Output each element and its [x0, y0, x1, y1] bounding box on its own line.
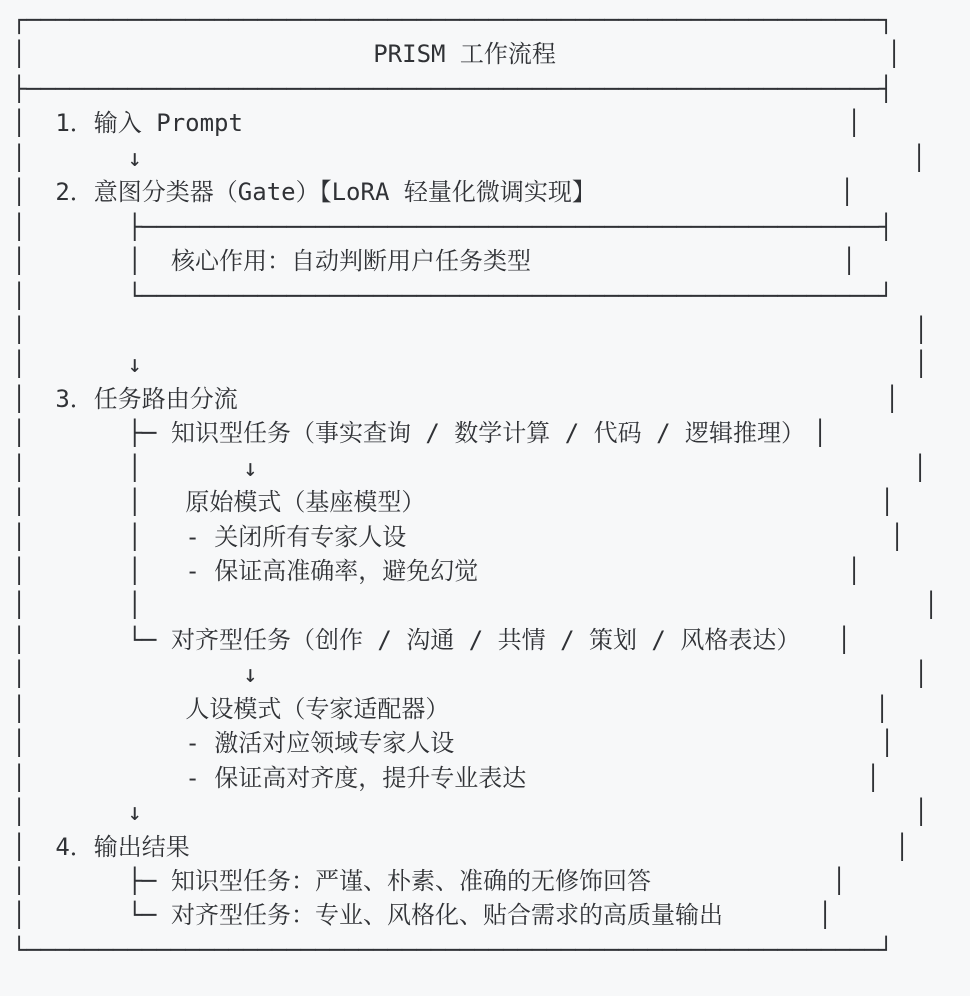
diagram-row: [0, 761, 970, 795]
diagram-row: [0, 416, 970, 450]
diagram-row-text: │ 3．任务路由分流: [12, 384, 238, 413]
diagram-right-border: │: [832, 866, 847, 895]
diagram-row-text: │ │: [12, 591, 143, 620]
diagram-row: [0, 382, 970, 416]
diagram-right-border: │: [866, 763, 881, 792]
diagram-row: [0, 175, 970, 209]
diagram-row-text: └───────────────────────────────────────────────────────────┘: [12, 935, 894, 964]
diagram-row: [0, 726, 970, 760]
diagram-row: [0, 279, 970, 313]
diagram-row-text: │ ├─ 知识型任务：严谨、朴素、准确的无修饰回答: [12, 866, 651, 895]
diagram-row: [0, 313, 970, 347]
diagram-row-text: │ └─ 对齐型任务（创作 / 沟通 / 共情 / 策划 / 风格表达）: [12, 625, 801, 654]
diagram-right-border: │: [913, 453, 928, 482]
diagram-row-text: ┌───────────────────────────────────────────────────────────┐: [12, 6, 894, 34]
diagram-row: [0, 692, 970, 726]
diagram-right-border: │: [875, 694, 890, 723]
diagram-row-text: │: [12, 315, 27, 344]
diagram-row: [0, 451, 970, 485]
diagram-row: [0, 588, 970, 622]
diagram-right-border: │: [887, 40, 902, 69]
diagram-row-text: │ │ ↓: [12, 453, 258, 482]
diagram-row: [0, 554, 970, 588]
diagram-row-text: │ │ - 保证高准确率，避免幻觉: [12, 557, 479, 585]
diagram-row-text: │ 人设模式（专家适配器）: [12, 694, 450, 723]
diagram-row-text: │ ↓: [12, 143, 143, 172]
diagram-right-border: │: [914, 315, 929, 344]
diagram-row: [0, 141, 970, 175]
diagram-row: [0, 37, 970, 71]
diagram-row: [0, 485, 970, 519]
diagram-right-border: │: [818, 901, 833, 930]
diagram-row: [0, 898, 970, 932]
diagram-row: [0, 864, 970, 898]
diagram-row: [0, 933, 970, 967]
diagram-right-border: │: [914, 798, 929, 827]
diagram-right-border: │: [813, 419, 828, 448]
diagram-row-text: │ │ 核心作用：自动判断用户任务类型: [12, 247, 531, 276]
diagram-row-text: │ └─ 对齐型任务：专业、风格化、贴合需求的高质量输出: [12, 901, 723, 930]
diagram-row-text: │ 2．意图分类器（Gate）【LoRA 轻量化微调实现】: [12, 178, 596, 207]
diagram-row-text: ├───────────────────────────────────────────────────────────┤: [12, 74, 894, 103]
diagram-row: [0, 210, 970, 244]
diagram-right-border: │: [842, 247, 857, 276]
diagram-row-text: │ - 保证高对齐度，提升专业表达: [12, 763, 527, 792]
ascii-flowchart: [0, 3, 970, 967]
diagram-row-text: │ ↓: [12, 350, 143, 379]
diagram-row-text: │ 1．输入 Prompt: [12, 109, 243, 138]
diagram-row: [0, 244, 970, 278]
diagram-row: [0, 3, 970, 37]
diagram-right-border: │: [840, 178, 855, 207]
diagram-row: [0, 830, 970, 864]
diagram-row: [0, 623, 970, 657]
diagram-row: [0, 795, 970, 829]
diagram-row-text: │ ↓: [12, 798, 143, 827]
diagram-right-border: │: [890, 522, 905, 551]
diagram-row: [0, 347, 970, 381]
diagram-right-border: │: [847, 109, 862, 138]
diagram-row: [0, 657, 970, 691]
diagram-row-text: │ │ - 关闭所有专家人设: [12, 522, 407, 551]
diagram-row: [0, 72, 970, 106]
diagram-row: [0, 520, 970, 554]
diagram-right-border: │: [895, 832, 910, 861]
diagram-right-border: │: [880, 488, 895, 517]
diagram-row-text: │ ├─ 知识型任务（事实查询 / 数学计算 / 代码 / 逻辑推理）: [12, 419, 805, 448]
diagram-right-border: │: [912, 143, 927, 172]
diagram-right-border: │: [914, 660, 929, 689]
diagram-right-border: │: [885, 384, 900, 413]
diagram-row-text: │ PRISM 工作流程: [12, 40, 556, 69]
diagram-right-border: │: [847, 557, 862, 585]
diagram-row-text: │ ↓: [12, 660, 258, 689]
diagram-right-border: │: [837, 625, 852, 654]
diagram-row-text: │ │ 原始模式（基座模型）: [12, 488, 426, 517]
diagram-right-border: │: [880, 729, 895, 758]
diagram-row-text: │ ├───────────────────────────────────────────────────┤: [12, 212, 894, 241]
diagram-row-text: │ 4．输出结果: [12, 832, 190, 861]
diagram-right-border: │: [914, 350, 929, 379]
diagram-row: [0, 106, 970, 140]
diagram-right-border: │: [924, 591, 939, 620]
diagram-row-text: │ └───────────────────────────────────────────────────┘: [12, 281, 894, 310]
diagram-row-text: │ - 激活对应领域专家人设: [12, 729, 455, 758]
